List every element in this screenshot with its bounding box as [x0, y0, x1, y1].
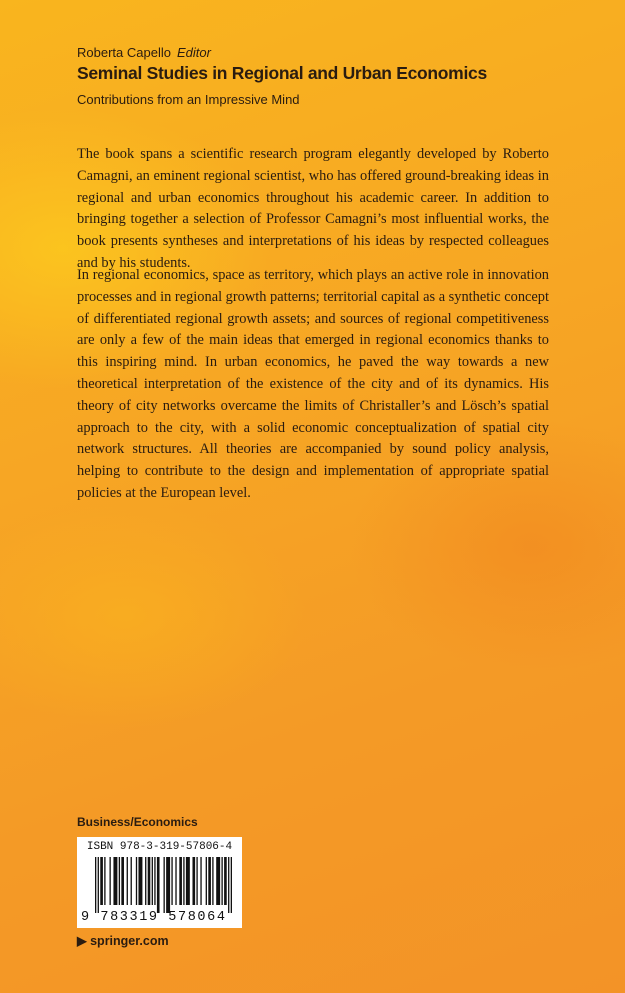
barcode-bar	[119, 857, 120, 905]
barcode-bar	[95, 857, 96, 913]
barcode-bar	[100, 857, 103, 905]
publisher-link[interactable]	[77, 933, 169, 948]
barcode-digits: 9 783319 578064	[81, 910, 227, 925]
barcode-bar	[231, 857, 232, 913]
description-paragraph-2: In regional economics, space as territory, which plays an active role in innovation processes and in regional growth patterns; territorial capital as a synthetic concept of differentiated regional growth assets; and sources of regional competitiveness are only a few of the main ideas that emerged in regional economics thanks to this inspiring mind. In urban economics, he paved the way towards a new theoretical interpretation of the existence of the city and of its dynamics. His theory of city networks overcame the limits of Christaller’s and Lösch’s spatial approach to the city, with a solid economic conceptualization of spatial city network structures. All theories are accompanied by sound policy analysis, helping to contribute to the design and implementation of appropriate spatial policies at the European level.	[77, 267, 549, 501]
isbn-barcode	[77, 837, 242, 928]
editor-role: Editor	[176, 45, 211, 60]
barcode-bar	[157, 857, 160, 913]
arrow-icon: ▶	[77, 934, 87, 948]
barcode-bar	[186, 857, 190, 905]
barcode-bar	[138, 857, 142, 905]
barcode-bar	[200, 857, 201, 905]
barcode-bar	[179, 857, 182, 905]
barcode-bar	[148, 857, 151, 905]
category-label: Business/Economics	[77, 815, 198, 829]
publisher-url: springer.com	[90, 934, 169, 948]
barcode-bar	[136, 857, 137, 905]
barcode-bar	[208, 857, 211, 905]
barcode-bar	[216, 857, 220, 905]
barcode-bar	[166, 857, 170, 913]
book-subtitle: Contributions from an Impressive Mind	[77, 92, 300, 107]
barcode-bar	[131, 857, 132, 905]
barcode-bars	[95, 857, 232, 913]
barcode-bar	[104, 857, 105, 905]
barcode-bar	[164, 857, 165, 913]
editor-line	[77, 45, 211, 60]
barcode-bar	[98, 857, 99, 913]
barcode-bar	[113, 857, 117, 905]
barcode-bar	[175, 857, 176, 905]
barcode-bar	[154, 857, 155, 905]
book-title: Seminal Studies in Regional and Urban Economics	[77, 63, 487, 83]
barcode-bar	[192, 857, 195, 905]
editor-name: Roberta Capello	[77, 45, 171, 60]
barcode-bar	[221, 857, 222, 905]
barcode-bar	[212, 857, 213, 905]
barcode-bar	[127, 857, 128, 905]
barcode-bar	[171, 857, 172, 905]
barcode-bar	[183, 857, 184, 905]
isbn-label: ISBN 978-3-319-57806-4	[86, 841, 233, 853]
barcode-bar	[109, 857, 110, 905]
barcode-bar	[196, 857, 197, 905]
barcode-bar	[145, 857, 146, 905]
barcode-bar	[224, 857, 227, 905]
barcode-bar	[121, 857, 124, 905]
description-paragraph-1: The book spans a scientific research program elegantly developed by Roberto Camagni, an eminent regional scientist, who has offered ground-breaking ideas in regional and urban economics throughout his academic career. In addition to bringing together a selection of Professor Camagni’s most influential works, the book presents syntheses and interpretations of his ideas by respected colleagues and by his students.	[77, 146, 549, 271]
barcode-bar	[206, 857, 207, 905]
barcode-bar	[228, 857, 229, 913]
barcode-bar	[152, 857, 153, 905]
